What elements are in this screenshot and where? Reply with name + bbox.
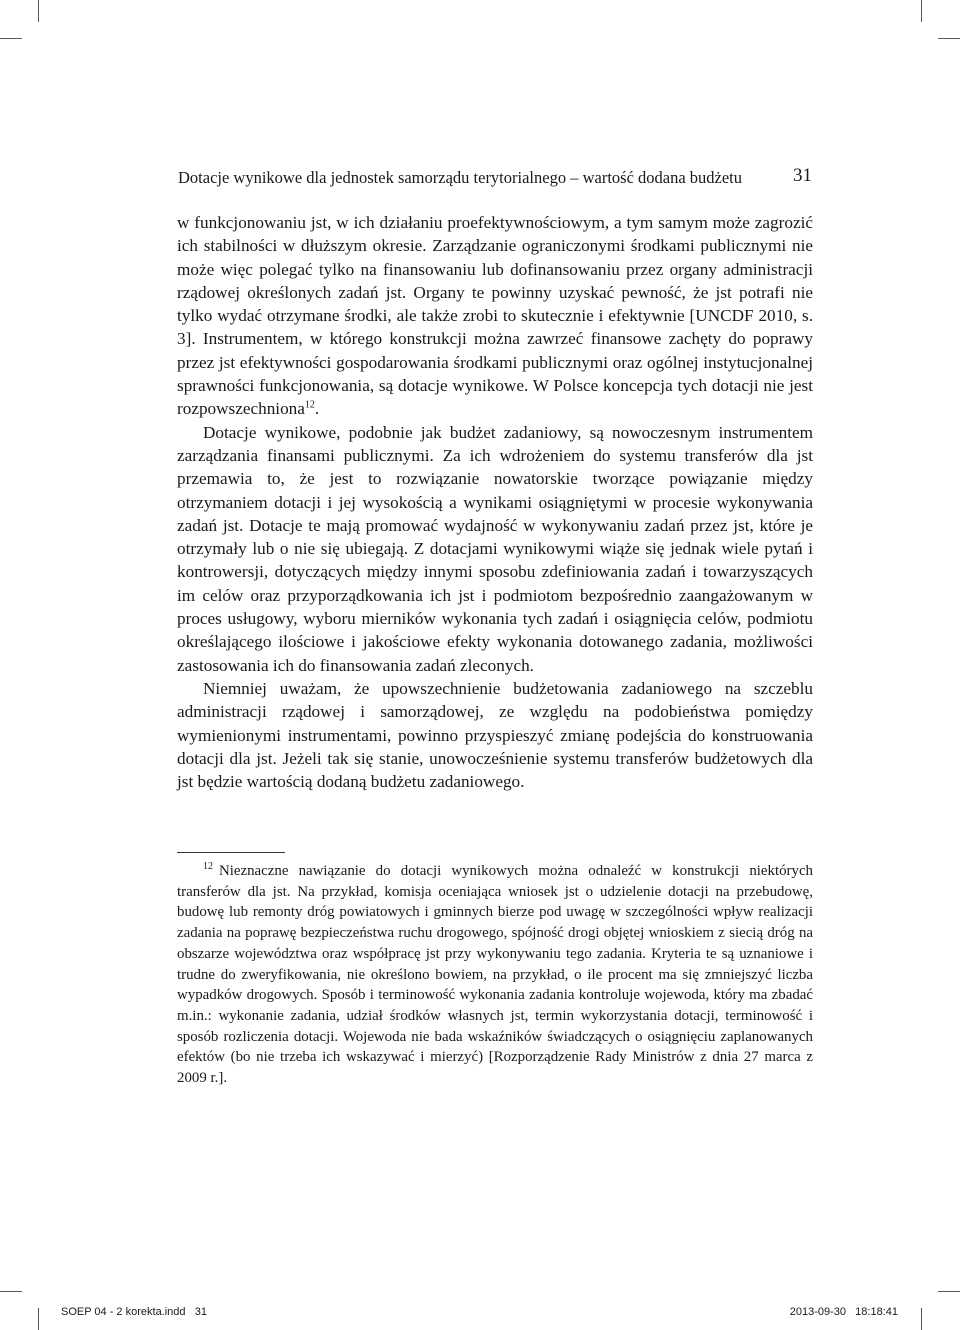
footnote-text: Nieznaczne nawiązanie do dotacji wynikowych można odnaleźć w konstrukcji niektórych transferów dla jst. Na przykład, komisja oceniająca wniosek jst o udzielenie dotacji na przebudowę, budowę lub remonty dróg powiatowych i gminnych bierze pod uwagę w szczególności wpływ realizacji zadania na poprawę bezpieczeństwa ruchu drogowego, spójność drogi objętej wnioskiem z siecią dróg na obszarze województwa oraz współpracę jst przy wykonywaniu tego zadania. Kryteria te są uznaniowe i trudne do zweryfikowania, nie określono bowiem, na przykład, o ile procent ma się zmniejszyć liczba wypadków drogowych. Sposób i terminowość wykonania zadania kontroluje wojewoda, który ma zbadać m.in.: wykonanie zadania, udział środków własnych jst, termin wykorzystania dotacji, terminowość i sposób rozliczenia dotacji. Wojewoda nie bada wskaźników świadczących o osiągnięciu zaplanowanych efektów (bo nie trzeba ich wskazywać i mierzyć) [Rozporządzenie Rady Ministrów z dnia 27 marca z 2009 r.]. (177, 863, 813, 1087)
paragraph-3: Niemniej uważam, że upowszechnienie budżetowania zadaniowego na szczeblu administracji rządowej i samorządowej, ze względu na podobieństwa pomiędzy wymienionymi instrumentami, powinno przyspieszyć zmianę podejścia do konstruowania dotacji dla jst. Jeżeli tak się stanie, unowocześnienie systemu transferów budżetowych dla jst będzie wartością dodaną budżetu zadaniowego. (177, 678, 813, 792)
crop-mark-bottom-right-horizontal (938, 1291, 960, 1292)
paragraph-1-end: . (314, 399, 320, 419)
crop-mark-bottom-right-vertical (921, 1308, 922, 1330)
crop-mark-top-right-vertical (921, 0, 922, 22)
footnote-separator (177, 852, 285, 853)
slug-datetime: 2013-09-30 18:18:41 (789, 1306, 898, 1318)
crop-mark-top-left-vertical (38, 0, 39, 22)
crop-mark-top-right-horizontal (938, 38, 960, 39)
footnote-number: 12 (203, 861, 213, 873)
crop-mark-bottom-left-vertical (38, 1308, 39, 1330)
slug-file-info: SOEP 04 - 2 korekta.indd 31 (61, 1306, 207, 1318)
paragraph-2: Dotacje wynikowe, podobnie jak budżet zadaniowy, są nowoczesnym instrumentem zarządzania finansami publicznymi. Za ich wdrożeniem do systemu transferów dla jst przemawia to, że jest to rozwiązanie nowatorskie tworzące powiązanie między otrzymaniem dotacji i jej wysokością a wynikami osiągniętymi w procesie wykonywania zadań jst. Dotacje te mają promować wydajność w wykonywaniu zadań przez jst, które je otrzymały lub o nie się ubiegają. Z dotacjami wynikowymi wiąże się jednak wiele pytań i kontrowersji, dotyczących między innymi sposobu zdefiniowania zadań i towarzyszących im celów oraz przyporządkowania ich jst i podmiotom bezpośrednio zaangażowanym w proces usługowy, wyboru mierników wykonania tych zadań i osiągnięcia celów, podmiotu określającego ilościowe i jakościowe efekty wykonania dotowanego zadania, możliwości zastosowania ich do finansowania zadań zleconych. (177, 422, 813, 675)
paragraph-1 (177, 211, 813, 421)
running-header (178, 166, 812, 190)
footnote-ref-12[interactable]: 12 (304, 399, 315, 411)
main-text (177, 211, 813, 793)
footnote (177, 861, 813, 1089)
page-number: 31 (793, 165, 812, 186)
crop-mark-bottom-left-horizontal (0, 1291, 22, 1292)
paragraph-1-text: w funkcjonowaniu jst, w ich działaniu proefektywnościowym, a tym samym może zagrozić ich stabilności w dłuższym okresie. Zarządzanie ograniczonymi środkami publicznymi nie może więc polegać tylko na finansowaniu lub dofinansowaniu przez organy administracji rządowej określonych zadań jst. Organy te powinny uzyskać pewność, że jst potrafi nie tylko wydać otrzymane środki, ale także zrobi to skutecznie i efektywnie [UNCDF 2010, s. 3]. Instrumentem, w którego konstrukcji można zawrzeć finansowe zachęty do poprawy przez jst efektywności gospodarowania środkami publicznymi oraz ogólnej instytucjonalnej sprawności funkcjonowania, są dotacje wynikowe. W Polsce koncepcja tych dotacji nie jest rozpowszechniona (177, 213, 813, 419)
crop-mark-top-left-horizontal (0, 38, 22, 39)
running-title: Dotacje wynikowe dla jednostek samorządu terytorialnego – wartość dodana budżetu (178, 168, 743, 187)
footnote-12 (177, 861, 813, 1089)
